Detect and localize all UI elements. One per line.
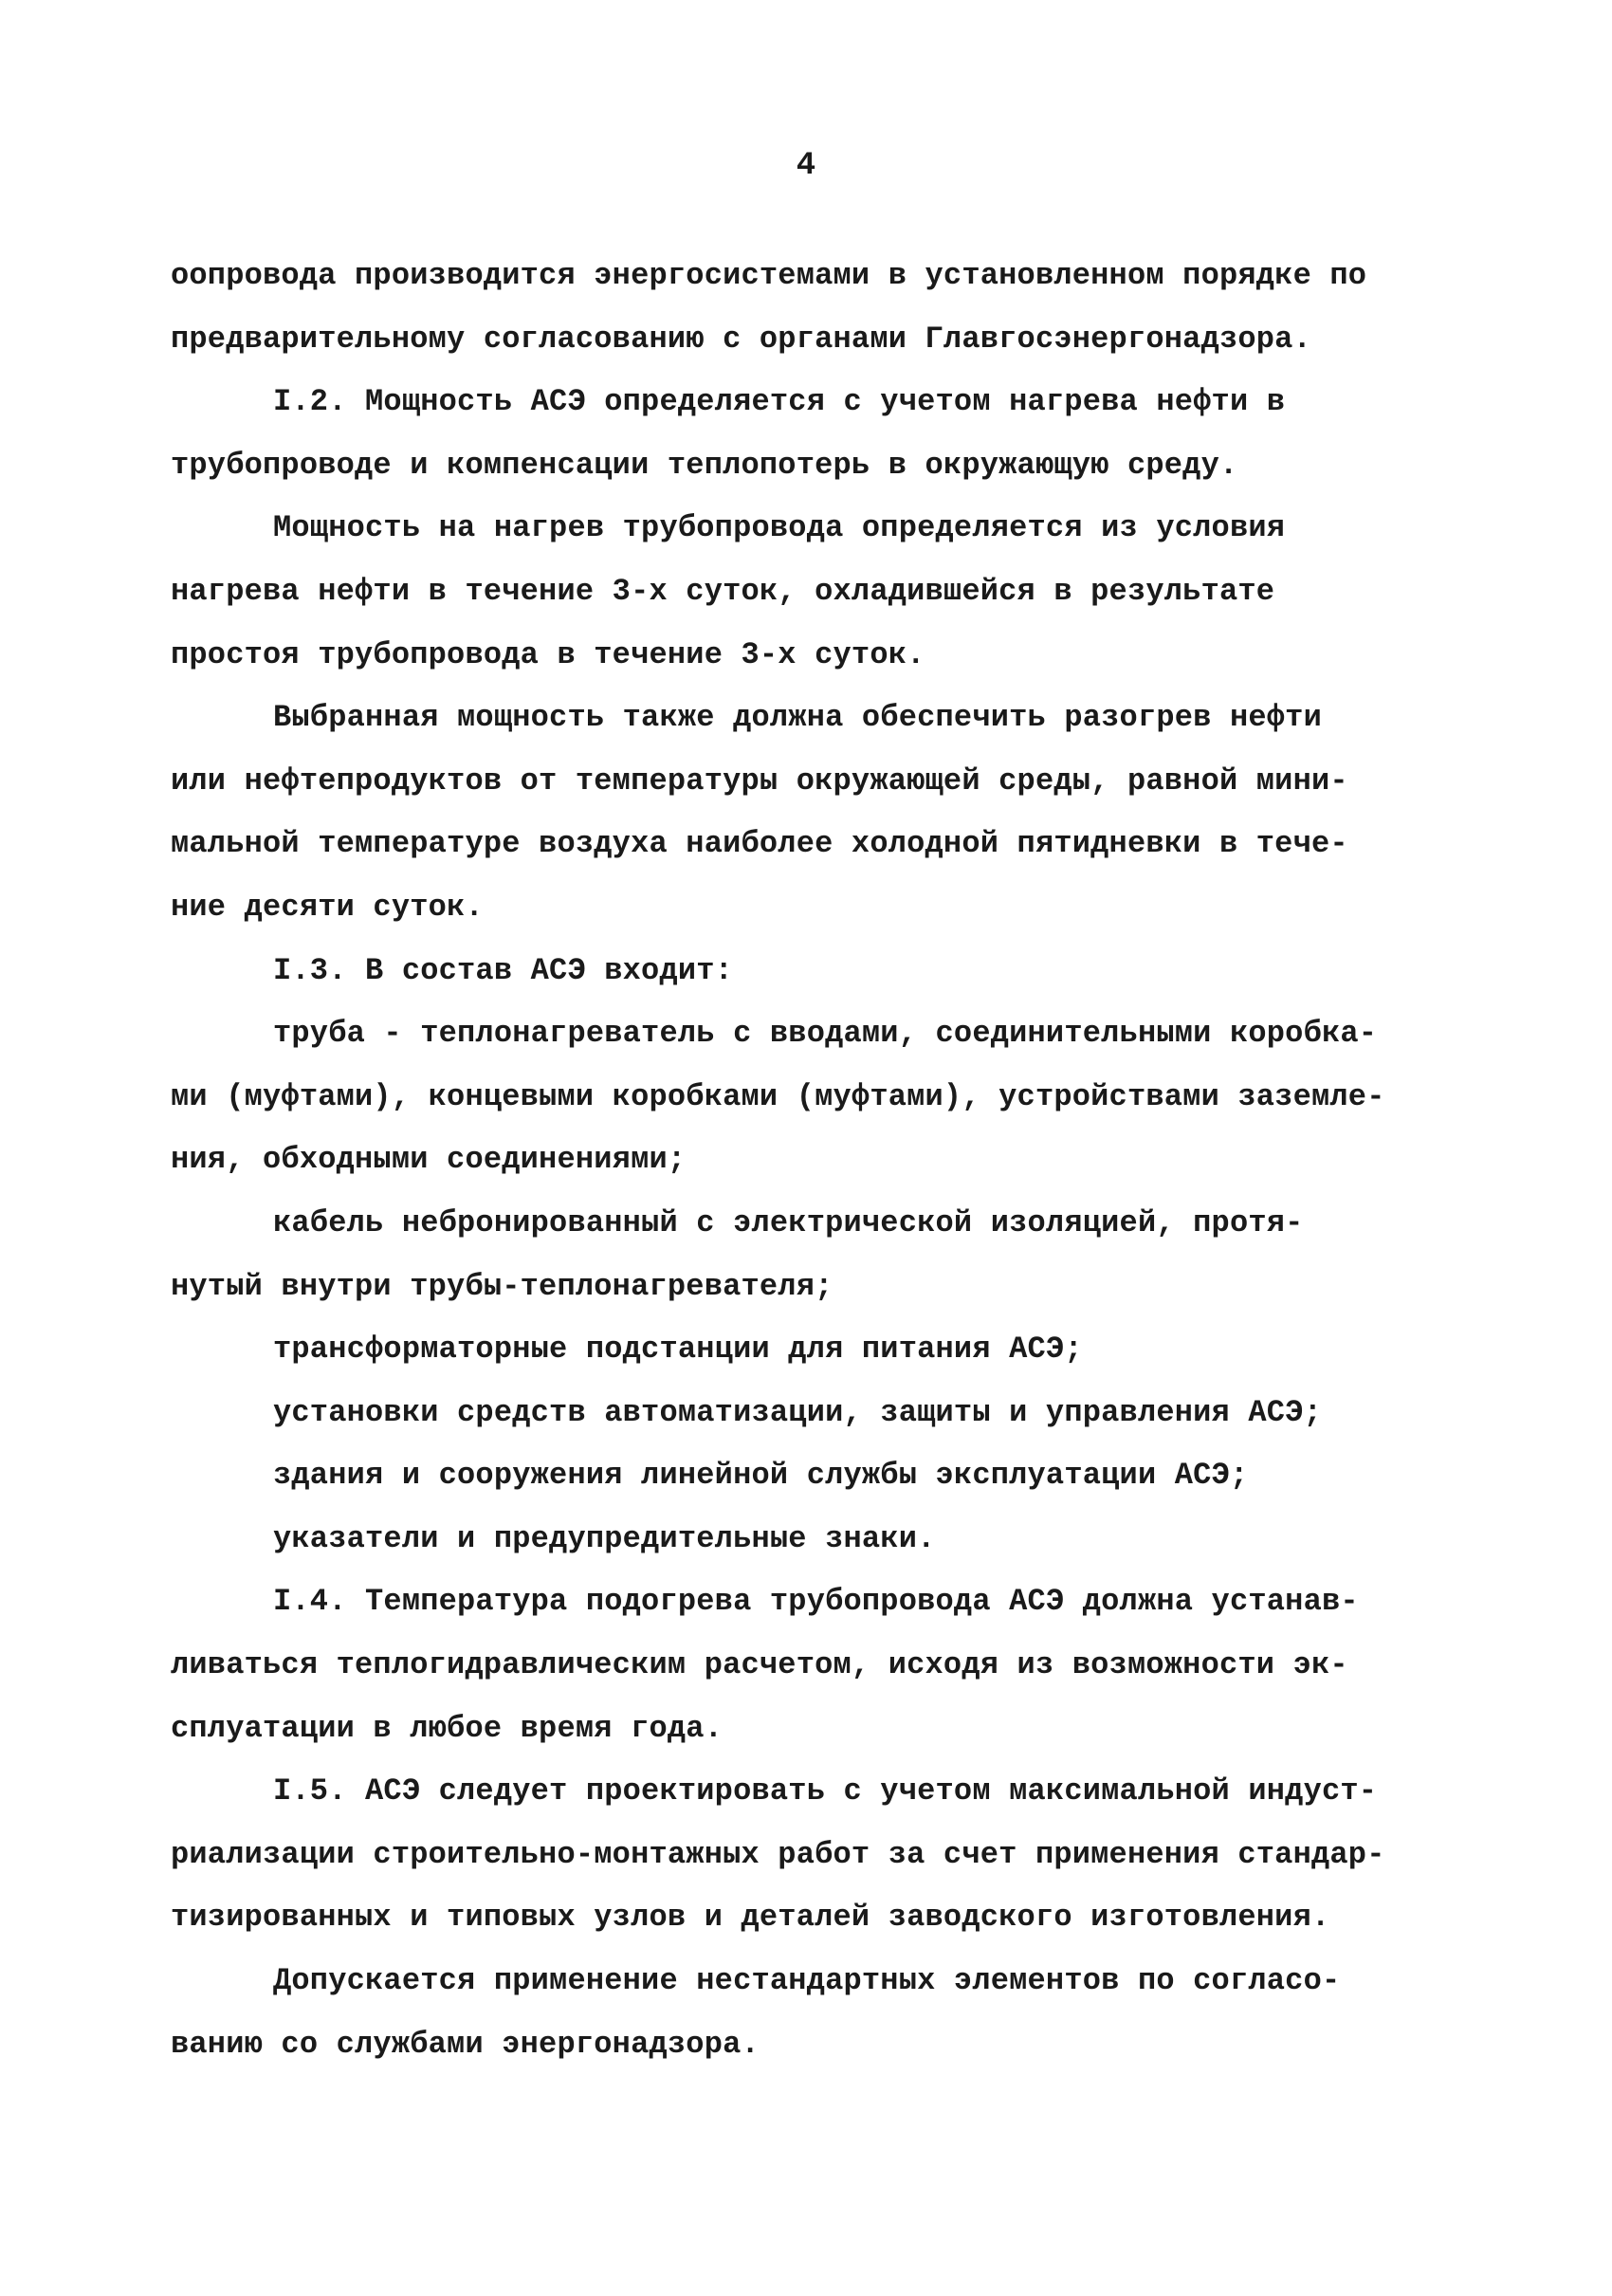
text-line: кабель небронированный с электрической изоляцией, протя- xyxy=(273,1204,1304,1240)
text-line: сплуатации в любое время года. xyxy=(171,1710,724,1746)
text-line: Мощность на нагрев трубопровода определяется из условия xyxy=(273,510,1286,546)
body-text xyxy=(171,245,1441,2076)
text-line: тизированных и типовых узлов и деталей заводского изготовления. xyxy=(171,1900,1330,1936)
text-line: ми (муфтами), концевыми коробками (муфтами), устройствами заземле- xyxy=(171,1078,1385,1114)
text-line: I.2. Мощность АСЭ определяется с учетом нагрева нефти в xyxy=(273,384,1286,420)
text-line: ние десяти суток. xyxy=(171,889,484,925)
text-line: ванию со службами энергонадзора. xyxy=(171,2026,760,2062)
text-line: предварительному согласованию с органами Главгосэнергонадзора. xyxy=(171,321,1311,357)
text-line: трубопроводе и компенсации теплопотерь в окружающую среду. xyxy=(171,447,1238,483)
text-line: ния, обходными соединениями; xyxy=(171,1142,687,1178)
text-line: простоя трубопровода в течение 3-х суток. xyxy=(171,636,925,672)
text-line: труба - теплонагреватель с вводами, соединительными коробка- xyxy=(273,1016,1378,1052)
text-line: нагрева нефти в течение 3-х суток, охладившейся в результате xyxy=(171,573,1275,609)
page-number: 4 xyxy=(796,148,816,184)
text-line: I.4. Температура подогрева трубопровода АСЭ должна устанав- xyxy=(273,1584,1359,1620)
text-line: I.3. В состав АСЭ входит: xyxy=(273,952,734,988)
text-line: указатели и предупредительные знаки. xyxy=(273,1520,936,1556)
text-line: риализации строительно-монтажных работ за счет применения стандар- xyxy=(171,1836,1385,1872)
text-line: Допускается применение нестандартных элементов по согласо- xyxy=(273,1963,1341,1999)
text-line: Выбранная мощность также должна обеспечить разогрев нефти xyxy=(273,700,1322,736)
text-line: установки средств автоматизации, защиты и управления АСЭ; xyxy=(273,1394,1322,1430)
text-line: мальной температуре воздуха наиболее холодной пятидневки в тече- xyxy=(171,826,1348,862)
text-line: трансформаторные подстанции для питания АСЭ; xyxy=(273,1332,1083,1368)
text-line: нутый внутри трубы-теплонагревателя; xyxy=(171,1268,833,1304)
text-line: ливаться теплогидравлическим расчетом, исходя из возможности эк- xyxy=(171,1647,1348,1683)
text-line: I.5. АСЭ следует проектировать с учетом максимальной индуст- xyxy=(273,1773,1378,1809)
text-line: или нефтепродуктов от температуры окружающей среды, равной мини- xyxy=(171,762,1348,799)
text-line: здания и сооружения линейной службы эксплуатации АСЭ; xyxy=(273,1458,1249,1494)
text-line: оопровода производится энергосистемами в установленном порядке по xyxy=(171,258,1367,293)
